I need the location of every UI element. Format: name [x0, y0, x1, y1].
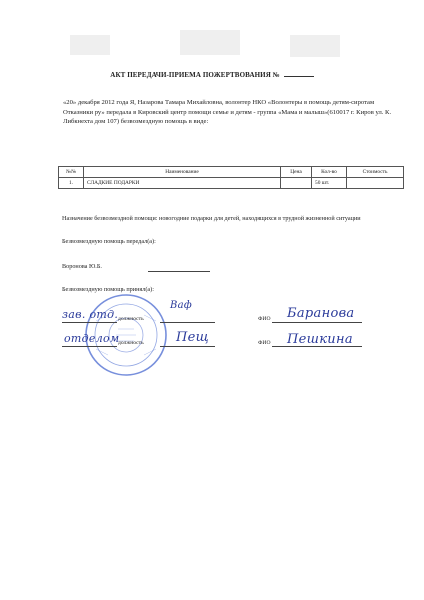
header-name: Наименование: [84, 167, 281, 178]
signer-1-fio-label: ФИО: [258, 316, 271, 322]
table-row: [59, 178, 404, 189]
faint-watermark: [60, 20, 360, 70]
signer-2-fio-line: [272, 346, 362, 347]
table-header-row: [59, 167, 404, 178]
transferrer-signature-line: [148, 271, 210, 272]
signer-1-fio: Баранова: [287, 306, 355, 321]
row-name: СЛАДКИЕ ПОДАРКИ: [84, 178, 281, 189]
header-number: №№: [59, 167, 84, 178]
signer-2-fio-label: ФИО: [258, 340, 271, 346]
transferrer-name: Воронова Ю.Б.: [62, 263, 102, 270]
received-label: Безвозмездную помощь принял(а):: [62, 286, 154, 293]
intro-paragraph: «20» декабря 2012 года Я, Назарова Тамара Михайловна, волонтер НКО «Волонтеры в помощь детям-сиротам Отказники ру» передала в Кировский центр помощи семье и детям - группа «Мама и малыш»(610017 г. Киров ул. К. Либкнехта дом 107) безвозмездную помощь в виде:: [63, 99, 392, 126]
signer-2-signature-line: [160, 346, 215, 347]
header-price: Цена: [281, 167, 312, 178]
signer-2-position-label: должность: [118, 340, 144, 346]
number-blank: [284, 70, 314, 77]
row-qty: 50 шт.: [312, 178, 347, 189]
header-qty: Кол-во: [312, 167, 347, 178]
row-cost: [347, 178, 404, 189]
signer-1-signature-line: [160, 322, 215, 323]
header-cost: Стоимость: [347, 167, 404, 178]
items-table: [58, 166, 404, 189]
purpose-text: Назначение безвозмездной помощи: новогодние подарки для детей, находящихся в трудной жизненной ситуации: [62, 215, 361, 222]
signer-1-signature: Ваф: [170, 300, 193, 311]
document-title: [0, 70, 424, 79]
title-text: АКТ ПЕРЕДАЧИ-ПРИЕМА ПОЖЕРТВОВАНИЯ №: [110, 71, 280, 79]
row-price: [281, 178, 312, 189]
row-number: 1.: [59, 178, 84, 189]
signer-1-position-line: [62, 322, 117, 323]
signer-1-fio-line: [272, 322, 362, 323]
signer-2-position-line: [62, 346, 117, 347]
transferred-label: Безвозмездную помощь передал(а):: [62, 238, 156, 245]
signer-2-fio: Пешкина: [287, 332, 353, 347]
signer-2-signature: Пещ: [176, 330, 209, 345]
signer-2-position-handwritten: отделом: [64, 332, 120, 345]
signer-1-position-label: должность: [118, 316, 144, 322]
signer-1-position-handwritten: зав. отд.: [62, 308, 119, 321]
